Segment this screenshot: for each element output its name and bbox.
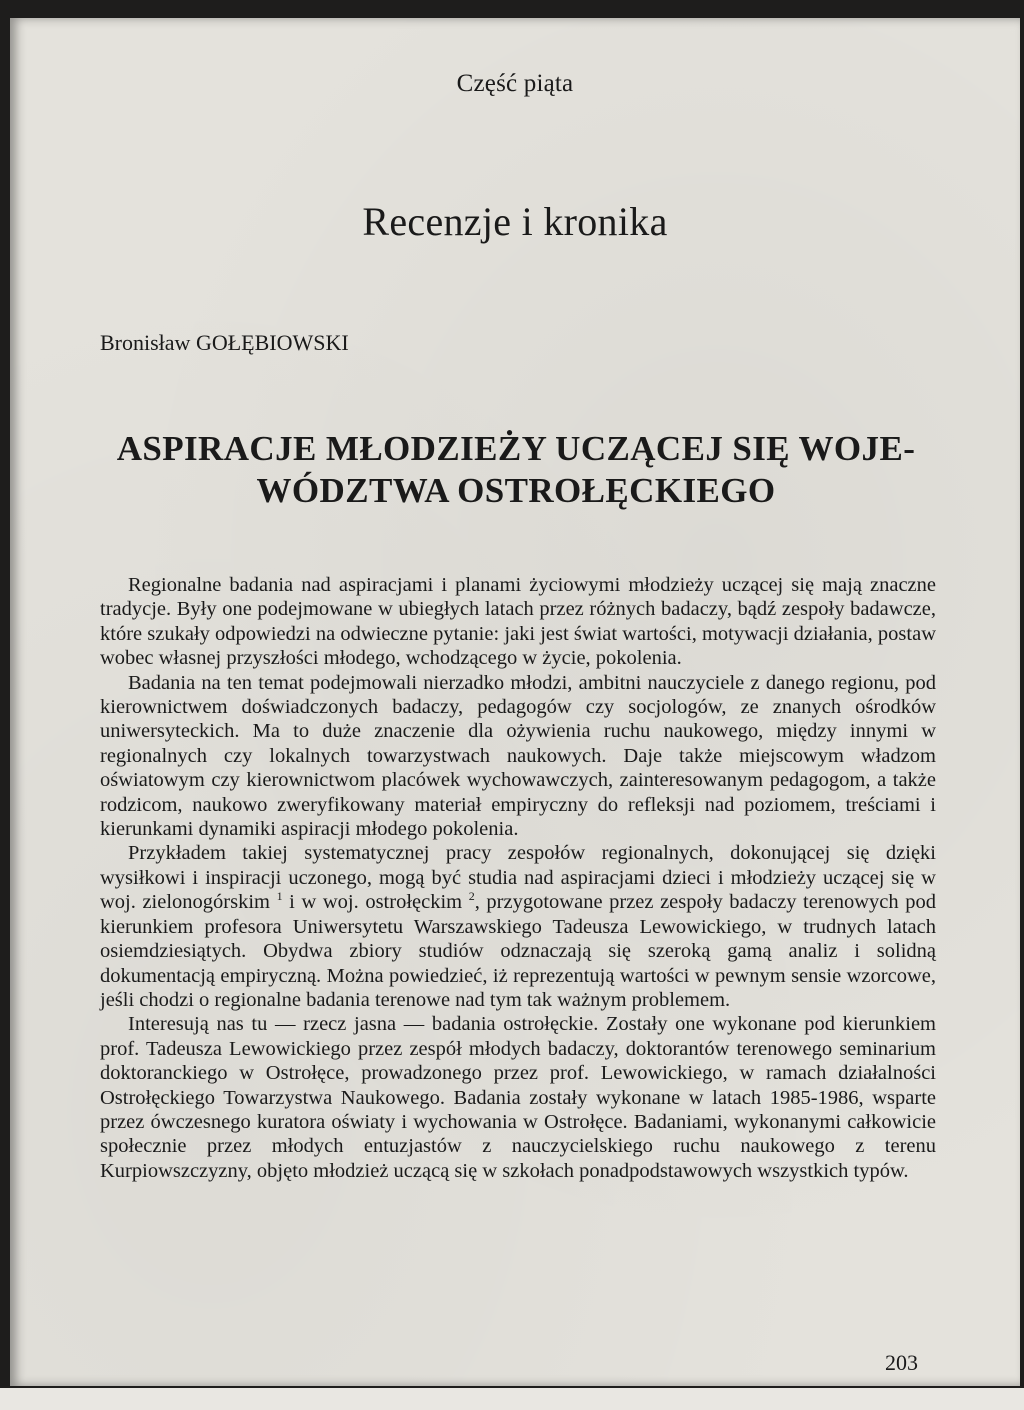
paragraph-3 [100,841,936,1012]
article-author: Bronisław GOŁĘBIOWSKI [100,330,349,355]
article-body [100,573,936,1183]
paragraph-3-text-b: i w woj. ostrołęckim [282,891,463,914]
document-page [10,18,1020,1386]
paragraph-3-text-a: Przykładem takiej systematycznej pracy zespołów regionalnych, dokonującej się dzięki wysiłkowi i inspiracji uczonego, mogą być studia nad aspiracjami dzieci i młodzieży uczącej się w woj. zielonogórskim [100,842,936,914]
article-title-line-1: ASPIRACJE MŁODZIEŻY UCZĄCEJ SIĘ WOJE- [116,429,916,468]
footnote-ref-1[interactable]: 1 [276,889,283,904]
paragraph-1: Regionalne badania nad aspiracjami i planami życiowymi młodzieży uczącej się mają znaczne tradycje. Były one podejmowane w ubiegłych latach przez różnych badaczy, bądź zespoły badawcze, które szukały odpowiedzi na odwieczne pytanie: jaki jest świat wartości, motywacji działania, postaw wobec własnej przyszłości młodego, wchodzącego w życie, pokolenia. [100,574,936,670]
article-title-line-2: WÓDZTWA OSTROŁĘCKIEGO [256,471,776,510]
part-label: Część piąta [456,70,574,97]
paragraph-3-text-c: , przygotowane przez zespoły badaczy terenowych pod kierunkiem profesora Uniwersytetu Warszawskiego Tadeusza Lewowickiego, w trudnych latach osiemdziesiątych. Obydwa zbiory studiów odznaczają się szeroką gamą analiz i solidną dokumentacją empiryczną. Można powiedzieć, iż reprezentują wartości w pewnym sensie wzorcowe, jeśli chodzi o regionalne badania terenowe nad tym tak ważnym problemem. [100,891,936,1011]
article-title [96,428,936,512]
scan-bottom-edge [0,1388,1024,1410]
footnote-ref-2[interactable]: 2 [468,889,475,904]
paragraph-4: Interesują nas tu — rzecz jasna — badania ostrołęckie. Zostały one wykonane pod kierunkiem prof. Tadeusza Lewowickiego przez zespół młodych badaczy, doktorantów terenowego seminarium doktoranckiego w Ostrołęce, prowadzonego przez prof. Lewowickiego, w ramach działalności Ostrołęckiego Towarzystwa Naukowego. Badania zostały wykonane w latach 1985-1986, wsparte przez ówczesnego kuratora oświaty i wychowania w Ostrołęce. Badaniami, wykonanymi całkowicie społecznie przez młodych entuzjastów z nauczycielskiego ruchu naukowego z terenu Kurpiowszczyzny, objęto młodzież uczącą się w szkołach ponadpodstawowych wszystkich typów. [100,1013,936,1182]
page-number: 203 [885,1350,918,1375]
section-title: Recenzje i kronika [362,199,668,244]
paragraph-2: Badania na ten temat podejmowali nierzadko młodzi, ambitni nauczyciele z danego regionu, pod kierownictwem doświadczonych badaczy, pedagogów czy socjologów, ze znanych ośrodków uniwersyteckich. Ma to duże znaczenie dla ożywienia ruchu naukowego, między innymi w regionalnych czy lokalnych towarzystwach naukowych. Daje także miejscowym władzom oświatowym czy kierownictwom placówek wychowawczych, zainteresowanym pedagogom, a także rodzicom, naukowo zweryfikowany materiał empiryczny do refleksji nad poziomem, treściami i kierunkami dynamiki aspiracji młodego pokolenia. [100,671,936,841]
